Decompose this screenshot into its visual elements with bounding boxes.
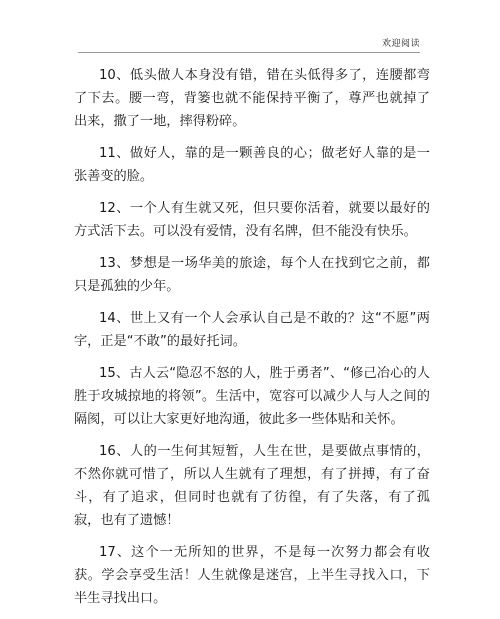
header-label: 欢迎阅读 <box>381 39 420 49</box>
header-divider <box>78 52 420 53</box>
paragraph-13: 13、梦想是一场华美的旅途，每个人在找到它之前，都只是孤独的少年。 <box>74 256 430 294</box>
paragraph-10: 10、低头做人本身没有错，错在头低得多了，连腰都弯了下去。腰一弯，背篓也就不能保持平衡了，尊严也就掉了出来，撒了一地，摔得粉碎。 <box>74 68 430 129</box>
paragraph-15: 15、古人云“隐忍不怒的人，胜于勇者”、“修己冶心的人胜于攻城掠地的将领”。生活中，宽容可以减少人与人之间的隔阂，可以让大家更好地沟通，彼此多一些体贴和关怀。 <box>74 366 430 427</box>
paragraph-12: 12、一个人有生就又死，但只要你活着，就要以最好的方式活下去。可以没有爱情，没有名牌，但不能没有快乐。 <box>74 201 430 239</box>
paragraph-14: 14、世上又有一个人会承认自己是不敢的？这“不愿”两字，正是“不敢”的最好托词。 <box>74 311 430 349</box>
paragraph-17: 17、这个一无所知的世界，不是每一次努力都会有收获。学会享受生活！人生就像是迷宫，上半生寻找入口，下半生寻找出口。 <box>74 545 430 606</box>
document-body <box>74 64 430 619</box>
paragraph-11: 11、做好人，靠的是一颗善良的心；做老好人靠的是一张善变的脸。 <box>74 146 430 184</box>
paragraph-16: 16、人的一生何其短暂，人生在世，是要做点事情的，不然你就可惜了，所以人生就有了理想，有了拼搏，有了奋斗，有了追求，但同时也就有了彷徨，有了失落，有了孤寂，也有了遗憾！ <box>74 444 430 528</box>
